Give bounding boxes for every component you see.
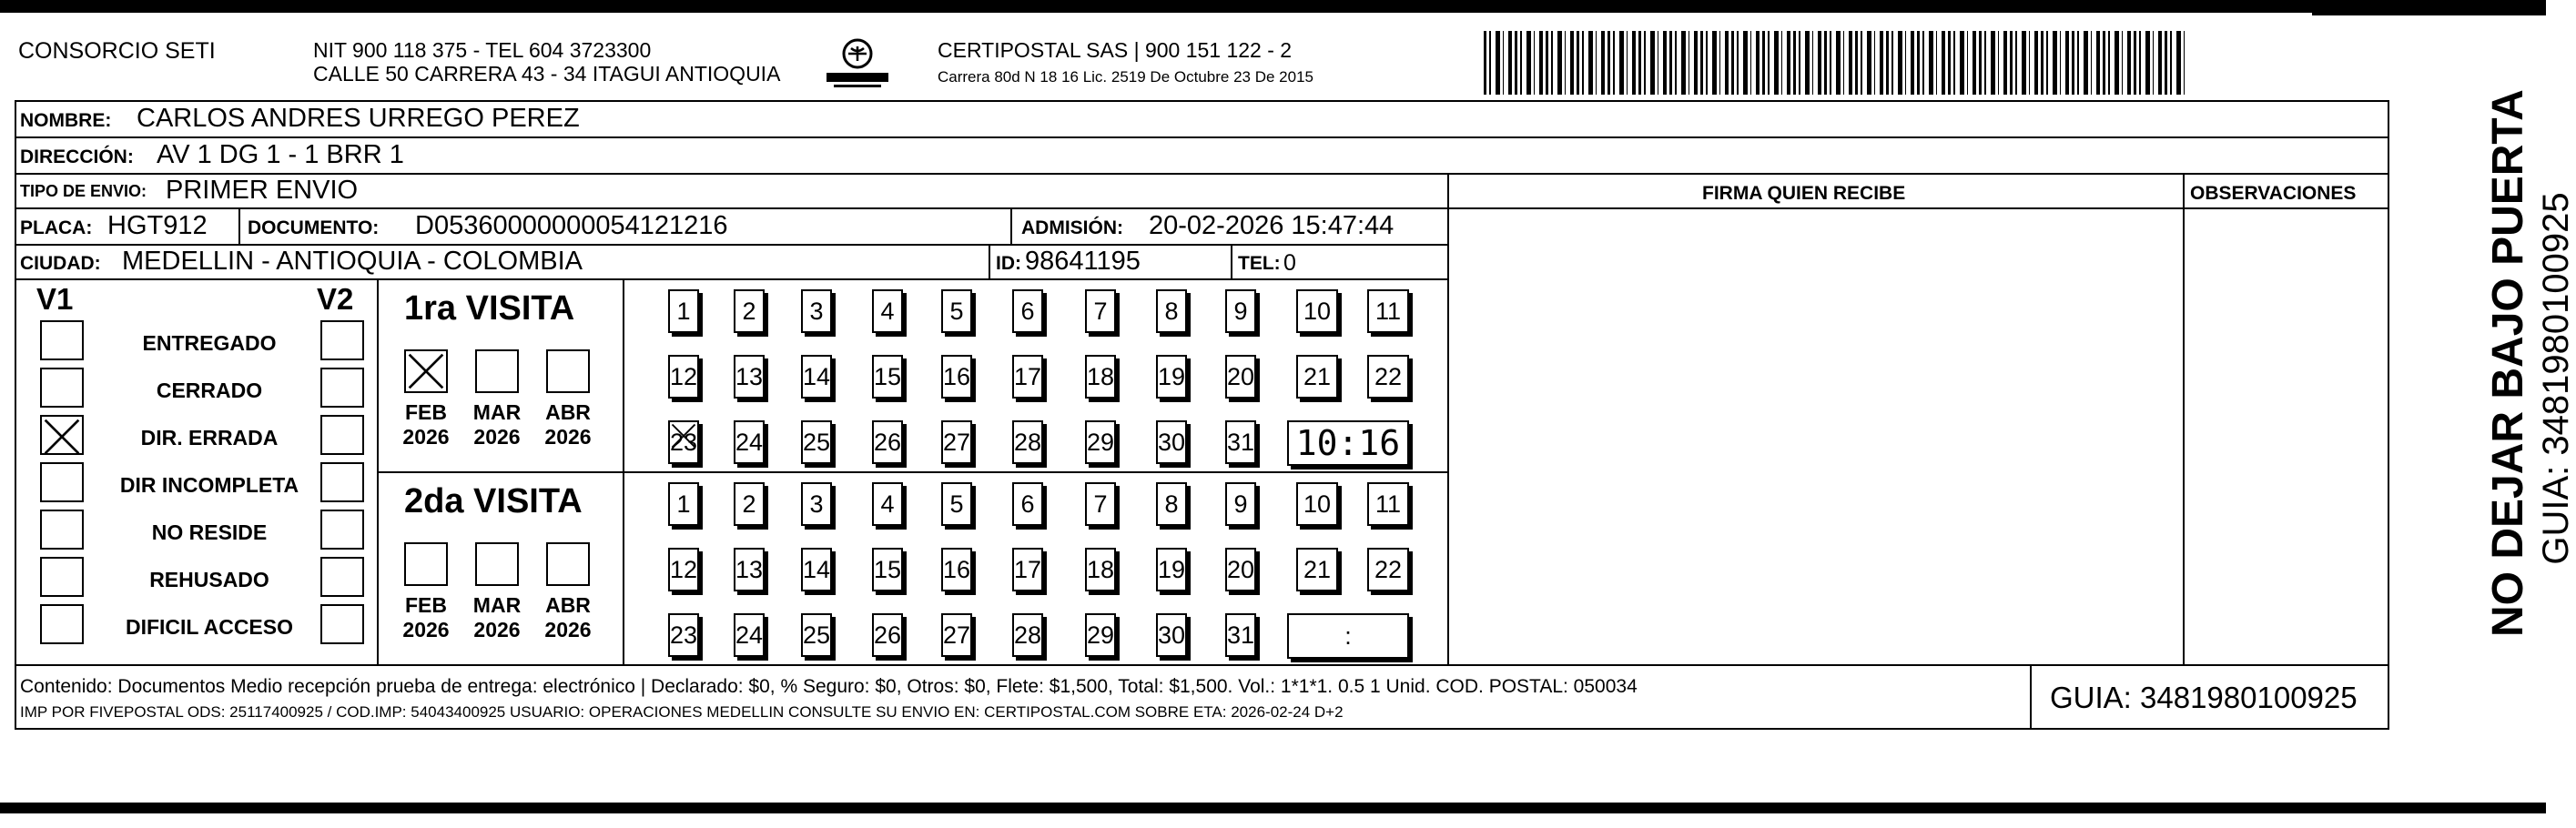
day-box[interactable] (1367, 289, 1409, 333)
month-year: 2026 (544, 618, 592, 641)
day-box[interactable] (1225, 613, 1256, 657)
day-number: 8 (1164, 297, 1179, 325)
month-checkbox[interactable] (404, 349, 448, 393)
day-number: 25 (802, 621, 831, 649)
day-box[interactable] (1012, 420, 1043, 464)
month-checkbox[interactable] (404, 542, 448, 586)
time-value: 10:16 (1295, 423, 1401, 463)
admision-value: 20-02-2026 15:47:44 (1149, 211, 1394, 240)
day-number: 13 (735, 555, 764, 583)
day-number: 1 (676, 297, 691, 325)
v2-checkbox[interactable] (320, 415, 364, 455)
status-option-label: DIR. ERRADA (140, 426, 279, 449)
month-name: ABR (545, 593, 591, 617)
day-box[interactable] (941, 548, 972, 591)
day-number: 5 (949, 490, 964, 518)
v2-checkbox[interactable] (320, 368, 364, 408)
day-box[interactable] (801, 420, 832, 464)
visit1-title: 1ra VISITA (404, 289, 575, 328)
firma-label: FIRMA QUIEN RECIBE (1702, 183, 1906, 204)
form-frame (15, 100, 2389, 730)
footer-imp: IMP POR FIVEPOSTAL ODS: 25117400925 / COD.IMP: 54043400925 USUARIO: OPERACIONES MEDELLIN CONSULTE SU ENVIO EN: CERTIPOSTAL.COM SOBRE ETA: 2026-02-24 D+2 (20, 703, 1344, 721)
day-number: 11 (1374, 490, 1402, 518)
day-number: 16 (942, 555, 971, 583)
footer-contenido: Contenido: Documentos Medio recepción prueba de entrega: electrónico | Declarado: $0, % Seguro: $0, Otros: $0, Flete: $1,500, Total: $1,500. Vol.: 1*1*1. 0.5 1 Unid. COD. POSTAL: 050034 (20, 676, 1638, 697)
day-number: 26 (873, 428, 902, 456)
day-number: 8 (1164, 490, 1179, 518)
day-box[interactable] (1367, 355, 1409, 399)
day-number: 19 (1157, 362, 1186, 390)
month-checkbox[interactable] (475, 542, 519, 586)
day-box[interactable] (734, 548, 765, 591)
month-label (397, 400, 455, 449)
address-line: CALLE 50 CARRERA 43 - 34 ITAGUI ANTIOQUIA (313, 62, 781, 86)
day-box[interactable] (1085, 613, 1116, 657)
day-number: 18 (1086, 555, 1115, 583)
top-border (0, 0, 2546, 13)
day-number: 26 (873, 621, 902, 649)
side-notice (2399, 89, 2576, 637)
v2-checkbox[interactable] (320, 557, 364, 597)
day-box[interactable] (668, 420, 699, 464)
placa-label: PLACA: (20, 217, 93, 238)
day-number: 21 (1303, 555, 1332, 583)
day-number: 7 (1093, 490, 1108, 518)
day-number: 28 (1013, 621, 1042, 649)
day-number: 22 (1374, 555, 1403, 583)
month-name: MAR (472, 593, 522, 617)
day-number: 9 (1233, 297, 1248, 325)
v2-checkbox[interactable] (320, 604, 364, 644)
bottom-border (0, 803, 2546, 813)
id-value: 98641195 (1025, 247, 1141, 276)
day-box[interactable] (1225, 420, 1256, 464)
day-box[interactable] (1296, 548, 1338, 591)
day-number: 11 (1374, 297, 1402, 325)
day-box[interactable] (734, 613, 765, 657)
month-name: FEB (405, 400, 447, 424)
day-number: 15 (873, 362, 902, 390)
day-number: 15 (873, 555, 902, 583)
day-box[interactable] (1085, 420, 1116, 464)
status-option-label: NO RESIDE (151, 520, 268, 544)
month-year: 2026 (473, 425, 521, 449)
day-number: 12 (669, 555, 698, 583)
month-label (468, 400, 526, 449)
month-name: FEB (405, 593, 447, 617)
day-box[interactable] (1156, 613, 1187, 657)
status-option-label: DIR INCOMPLETA (119, 473, 299, 497)
id-label: ID: (996, 253, 1021, 274)
day-box[interactable] (872, 289, 903, 333)
day-number: 2 (742, 490, 756, 518)
day-number: 10 (1303, 297, 1332, 325)
month-name: MAR (472, 400, 522, 424)
v1-checkbox[interactable] (40, 510, 84, 550)
day-number: 20 (1226, 555, 1255, 583)
day-number: 30 (1157, 428, 1186, 456)
day-box[interactable] (872, 355, 903, 399)
day-number: 27 (942, 428, 971, 456)
month-year: 2026 (402, 425, 450, 449)
day-box[interactable] (1156, 289, 1187, 333)
day-number: 17 (1013, 362, 1042, 390)
day-number: 9 (1233, 490, 1248, 518)
v1-checkbox[interactable] (40, 368, 84, 408)
day-number: 27 (942, 621, 971, 649)
day-box[interactable] (668, 482, 699, 526)
day-number: 2 (742, 297, 756, 325)
month-checkbox[interactable] (546, 349, 590, 393)
month-year: 2026 (544, 425, 592, 449)
day-number: 14 (802, 555, 831, 583)
day-box[interactable] (1156, 482, 1187, 526)
day-box[interactable] (941, 355, 972, 399)
day-box[interactable] (941, 482, 972, 526)
tipo-value: PRIMER ENVIO (166, 176, 359, 205)
visit2-title: 2da VISITA (404, 482, 583, 520)
day-number: 17 (1013, 555, 1042, 583)
side-guia-text: GUIA: 3481980100925 (2536, 192, 2576, 565)
day-box[interactable] (734, 482, 765, 526)
company-name: CONSORCIO SETI (18, 38, 216, 64)
day-box[interactable] (734, 355, 765, 399)
month-label (539, 593, 597, 642)
nit-line: NIT 900 118 375 - TEL 604 3723300 (313, 38, 652, 62)
time-box[interactable] (1287, 420, 1409, 466)
day-number: 25 (802, 428, 831, 456)
v1-checkbox[interactable] (40, 462, 84, 502)
day-box[interactable] (801, 289, 832, 333)
day-box[interactable] (1296, 482, 1338, 526)
observaciones-label: OBSERVACIONES (2190, 183, 2357, 204)
v1-checkbox[interactable] (40, 604, 84, 644)
day-box[interactable] (1367, 548, 1409, 591)
day-number: 7 (1093, 297, 1108, 325)
day-box[interactable] (801, 482, 832, 526)
day-number: 16 (942, 362, 971, 390)
day-number: 24 (735, 621, 764, 649)
v1-checkbox[interactable] (40, 320, 84, 360)
direccion-value: AV 1 DG 1 - 1 BRR 1 (157, 140, 404, 169)
day-box[interactable] (941, 613, 972, 657)
documento-value: D05360000000054121216 (415, 211, 728, 240)
day-number: 29 (1086, 428, 1115, 456)
month-checkbox[interactable] (546, 542, 590, 586)
day-box[interactable] (668, 548, 699, 591)
day-number: 12 (669, 362, 698, 390)
day-box[interactable] (1085, 289, 1116, 333)
tel-label: TEL: (1238, 253, 1281, 274)
top-border-thin (2312, 13, 2546, 15)
day-box[interactable] (1225, 289, 1256, 333)
day-number: 6 (1020, 297, 1035, 325)
day-number: 24 (735, 428, 764, 456)
day-number: 20 (1226, 362, 1255, 390)
day-number: 4 (880, 490, 895, 518)
day-number: 31 (1226, 428, 1255, 456)
day-box[interactable] (1225, 482, 1256, 526)
nombre-label: NOMBRE: (20, 110, 112, 131)
day-number: 6 (1020, 490, 1035, 518)
v2-label: V2 (317, 282, 354, 316)
month-name: ABR (545, 400, 591, 424)
v1-label: V1 (36, 282, 74, 316)
day-box[interactable] (1156, 420, 1187, 464)
direccion-label: DIRECCIÓN: (20, 146, 134, 167)
time-value: : (1344, 621, 1352, 650)
nombre-value: CARLOS ANDRES URREGO PEREZ (137, 104, 580, 133)
day-box[interactable] (1085, 355, 1116, 399)
day-number: 31 (1226, 621, 1255, 649)
barcode (1484, 31, 2185, 95)
tel-value: 0 (1283, 250, 1296, 276)
day-box[interactable] (668, 355, 699, 399)
day-box[interactable] (872, 482, 903, 526)
day-box[interactable] (801, 355, 832, 399)
day-box[interactable] (1012, 482, 1043, 526)
day-box[interactable] (941, 420, 972, 464)
status-option-label: DIFICIL ACCESO (125, 615, 293, 639)
documento-label: DOCUMENTO: (248, 217, 380, 238)
day-box[interactable] (1012, 548, 1043, 591)
month-year: 2026 (473, 618, 521, 641)
day-box[interactable] (734, 289, 765, 333)
day-box[interactable] (734, 420, 765, 464)
v1-checkbox[interactable] (40, 415, 84, 455)
status-option-label: CERRADO (156, 379, 263, 402)
day-number: 21 (1303, 362, 1332, 390)
day-number: 18 (1086, 362, 1115, 390)
day-box[interactable] (872, 420, 903, 464)
status-option-label: REHUSADO (149, 568, 269, 591)
day-box[interactable] (801, 613, 832, 657)
day-number: 1 (676, 490, 691, 518)
day-number: 3 (809, 490, 824, 518)
day-box[interactable] (1156, 355, 1187, 399)
v2-checkbox[interactable] (320, 510, 364, 550)
month-label (397, 593, 455, 642)
month-year: 2026 (402, 618, 450, 641)
day-number: 4 (880, 297, 895, 325)
day-box[interactable] (1367, 482, 1409, 526)
day-box[interactable] (1012, 355, 1043, 399)
day-box[interactable] (668, 613, 699, 657)
day-number: 5 (949, 297, 964, 325)
month-label (468, 593, 526, 642)
day-box[interactable] (1296, 289, 1338, 333)
certipostal-line: CERTIPOSTAL SAS | 900 151 122 - 2 (938, 38, 1293, 62)
day-box[interactable] (1085, 482, 1116, 526)
day-number: 28 (1013, 428, 1042, 456)
ciudad-value: MEDELLIN - ANTIOQUIA - COLOMBIA (122, 247, 583, 276)
status-option-label: ENTREGADO (142, 331, 277, 355)
day-box[interactable] (801, 548, 832, 591)
day-box[interactable] (872, 548, 903, 591)
day-box[interactable] (1012, 613, 1043, 657)
tipo-label: TIPO DE ENVIO: (20, 182, 147, 200)
day-box[interactable] (1085, 548, 1116, 591)
day-box[interactable] (668, 289, 699, 333)
ciudad-label: CIUDAD: (20, 253, 101, 274)
no-dejar-text: NO DEJAR BAJO PUERTA (2484, 89, 2532, 637)
certipostal-logo (825, 36, 890, 91)
placa-value: HGT912 (107, 211, 208, 240)
day-number: 22 (1374, 362, 1403, 390)
day-number: 23 (669, 428, 698, 456)
day-box[interactable] (1225, 355, 1256, 399)
day-number: 23 (669, 621, 698, 649)
day-box[interactable] (872, 613, 903, 657)
v2-checkbox[interactable] (320, 462, 364, 502)
license-line: Carrera 80d N 18 16 Lic. 2519 De Octubre 23 De 2015 (938, 68, 1313, 86)
day-number: 29 (1086, 621, 1115, 649)
day-box[interactable] (1012, 289, 1043, 333)
day-box[interactable] (941, 289, 972, 333)
day-box[interactable] (1296, 355, 1338, 399)
day-number: 13 (735, 362, 764, 390)
day-number: 10 (1303, 490, 1332, 518)
admision-label: ADMISIÓN: (1021, 217, 1123, 238)
v1-checkbox[interactable] (40, 557, 84, 597)
month-checkbox[interactable] (475, 349, 519, 393)
day-box[interactable] (1225, 548, 1256, 591)
day-box[interactable] (1156, 548, 1187, 591)
day-number: 30 (1157, 621, 1186, 649)
day-number: 19 (1157, 555, 1186, 583)
day-number: 3 (809, 297, 824, 325)
v2-checkbox[interactable] (320, 320, 364, 360)
day-number: 14 (802, 362, 831, 390)
time-box[interactable] (1287, 613, 1409, 659)
footer-guia: GUIA: 3481980100925 (2050, 681, 2358, 714)
month-label (539, 400, 597, 449)
